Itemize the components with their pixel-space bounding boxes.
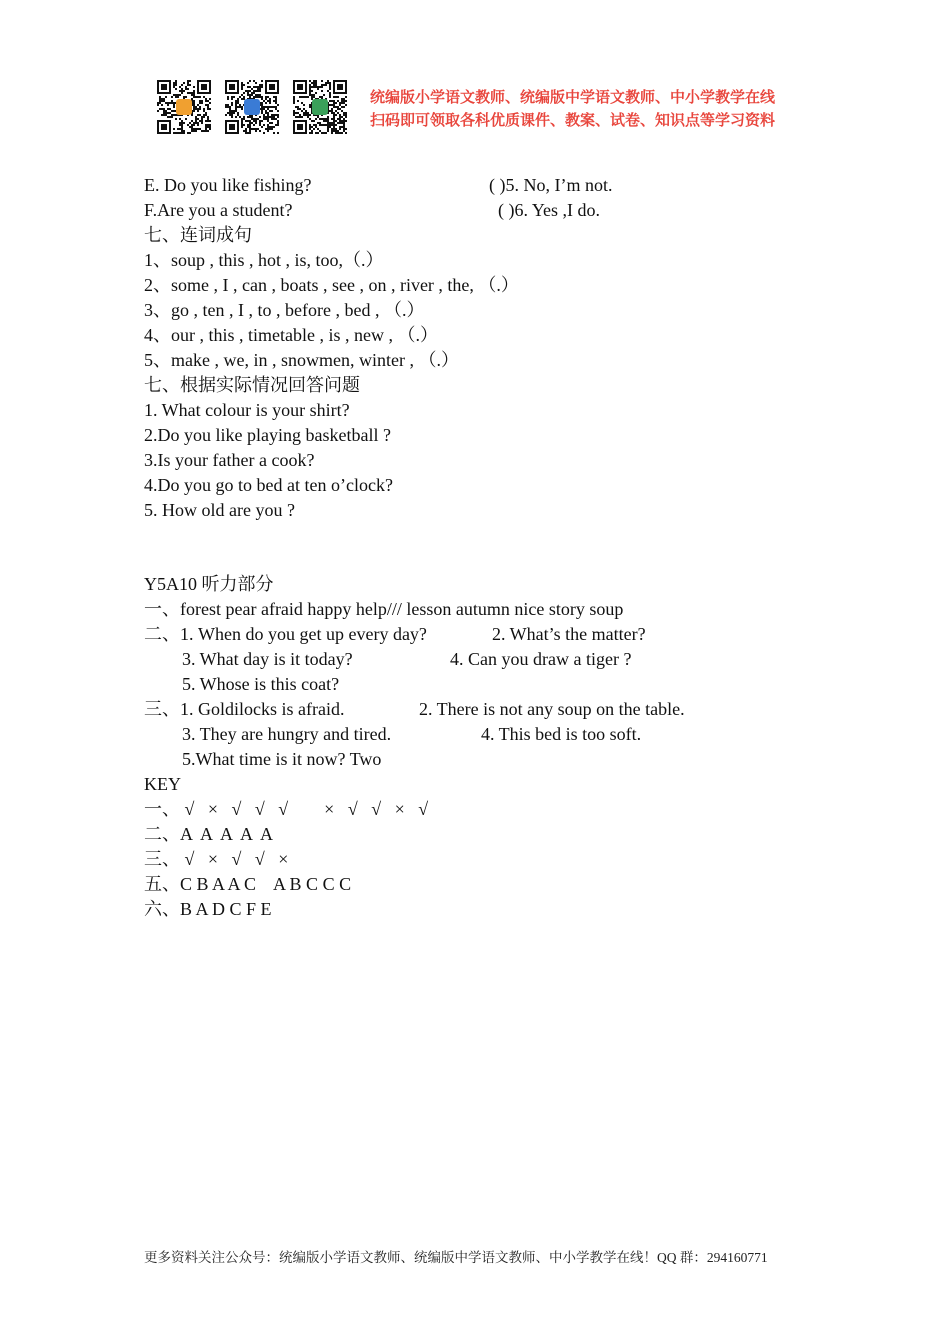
header-banner [157,80,797,136]
listening-sentence: 2. What’s the matter? [492,624,646,644]
listening-part-2-row [144,647,824,672]
key-title: KEY [144,774,181,794]
qr-code-icon [293,80,347,134]
part-label: 三、 [144,699,180,719]
question-item: 2.Do you like playing basketball ? [144,425,391,445]
matching-answer: ( )6. Yes ,I do. [498,200,601,220]
listening-part-3-row [144,697,824,722]
key-line: 一、 √ × √ √ √ × √ √ × √ [144,799,429,819]
reorder-item: 4、our , this , timetable , is , new , （.） [144,325,438,345]
listening-part-1: 一、forest pear afraid happy help/// lesson autumn nice story soup [144,599,624,619]
reorder-item: 3、go , ten , I , to , before , bed , （.） [144,300,425,320]
listening-sentence: 2. There is not any soup on the table. [419,699,685,719]
listening-part-3-row [144,722,824,747]
matching-answer: ( )5. No, I’m not. [489,175,613,195]
listening-sentence: 5.What time is it now? Two [182,749,382,769]
question-item: 3.Is your father a cook? [144,450,315,470]
section-title: 七、根据实际情况回答问题 [144,375,360,395]
question-item: 5. How old are you ? [144,500,295,520]
listening-sentence: 3. They are hungry and tired. [182,724,392,744]
question-item: 4.Do you go to bed at ten o’clock? [144,475,393,495]
qr-logo-3 [312,99,328,115]
qr-logo-1 [176,99,192,115]
matching-question: E. Do you like fishing? [144,175,312,195]
key-line: 三、 √ × √ √ × [144,849,289,869]
reorder-item: 5、make , we, in , snowmen, winter , （.） [144,350,459,370]
key-line: 六、B A D C F E [144,899,272,919]
listening-part-2-row [144,622,824,647]
listening-sentence: 4. Can you draw a tiger ? [450,649,632,669]
document-body [144,173,824,922]
key-line: 二、A A A A A [144,824,274,844]
listening-sentence: 1. Goldilocks is afraid. [180,699,345,719]
promo-line-2: 扫码即可领取各科优质课件、教案、试卷、知识点等学习资料 [370,111,776,129]
reorder-item: 2、some , I , can , boats , see , on , river , the, （.） [144,275,519,295]
listening-title: Y5A10 听力部分 [144,574,274,594]
promo-line-1: 统编版小学语文教师、统编版中学语文教师、中小学教学在线 [370,88,776,106]
key-line: 五、C B A A C A B C C C [144,874,352,894]
qr-code-icon [225,80,279,134]
listening-sentence: 3. What day is it today? [182,649,353,669]
matching-row [144,173,824,198]
listening-part-3-row [144,747,824,772]
question-item: 1. What colour is your shirt? [144,400,350,420]
listening-sentence: 1. When do you get up every day? [180,624,427,644]
matching-row [144,198,824,223]
section-title: 七、连词成句 [144,225,252,245]
reorder-item: 1、soup , this , hot , is, too,（.） [144,250,384,270]
listening-part-2-row [144,672,824,697]
qr-code-icon [157,80,211,134]
footer-text: 更多资料关注公众号：统编版小学语文教师、统编版中学语文教师、中小学教学在线！QQ 群：294160771 [144,1250,768,1265]
listening-sentence: 4. This bed is too soft. [481,724,642,744]
qr-logo-2 [244,99,260,115]
matching-question: F.Are you a student? [144,200,293,220]
part-label: 二、 [144,624,180,644]
promo-text [370,86,775,132]
listening-sentence: 5. Whose is this coat? [182,674,340,694]
